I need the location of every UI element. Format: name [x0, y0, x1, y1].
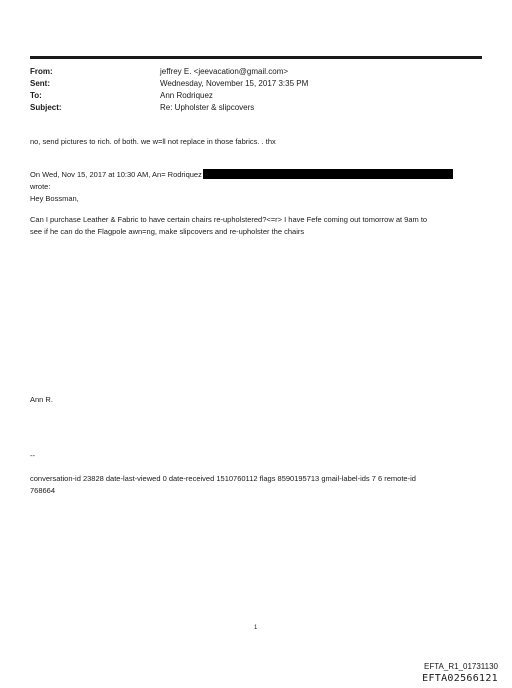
subject-row: [30, 102, 482, 114]
message-line-2: see if he can do the Flagpole awn=ng, make slipcovers and re-upholster the chairs: [30, 227, 305, 236]
redaction-bar: [203, 169, 453, 179]
sent-label: Sent:: [30, 79, 50, 88]
to-value: Ann Rodriquez: [160, 91, 213, 100]
from-value: jeffrey E. <jeevacation@gmail.com>: [160, 67, 289, 76]
reply-text: no, send pictures to rich. of both. we w=ll not replace in those fabrics. . thx: [30, 137, 276, 146]
from-label: From:: [30, 67, 53, 76]
message-line-1: Can I purchase Leather & Fabric to have certain chairs re-upholstered?<=r> I have Fefe coming out tomorrow at 9am to: [30, 215, 428, 224]
quote-intro: On Wed, Nov 15, 2017 at 10:30 AM, An= Rodriquez: [30, 170, 202, 179]
header-rule: [30, 56, 482, 59]
bates-number-1: EFTA_R1_01731130: [424, 662, 498, 671]
email-header: [30, 66, 482, 114]
greeting: Hey Bossman,: [30, 194, 79, 203]
to-row: [30, 90, 482, 102]
signature: Ann R.: [30, 395, 53, 404]
quote-intro-line: [30, 169, 482, 180]
metadata-line-2: 768664: [30, 486, 56, 495]
sent-value: Wednesday, November 15, 2017 3:35 PM: [160, 79, 309, 88]
sent-row: [30, 78, 482, 90]
to-label: To:: [30, 91, 42, 100]
subject-label: Subject:: [30, 103, 62, 112]
from-row: [30, 66, 482, 78]
bates-number-2: EFTA02566121: [422, 673, 498, 684]
separator: --: [30, 451, 35, 460]
metadata-line-1: conversation-id 23828 date-last-viewed 0 date-received 1510760112 flags 8590195713 gmail-label-ids 7 6 remote-id: [30, 474, 416, 483]
page-number: 1: [254, 625, 258, 631]
subject-value: Re: Upholster & slipcovers: [160, 103, 255, 112]
quote-wrote: wrote:: [30, 182, 51, 191]
